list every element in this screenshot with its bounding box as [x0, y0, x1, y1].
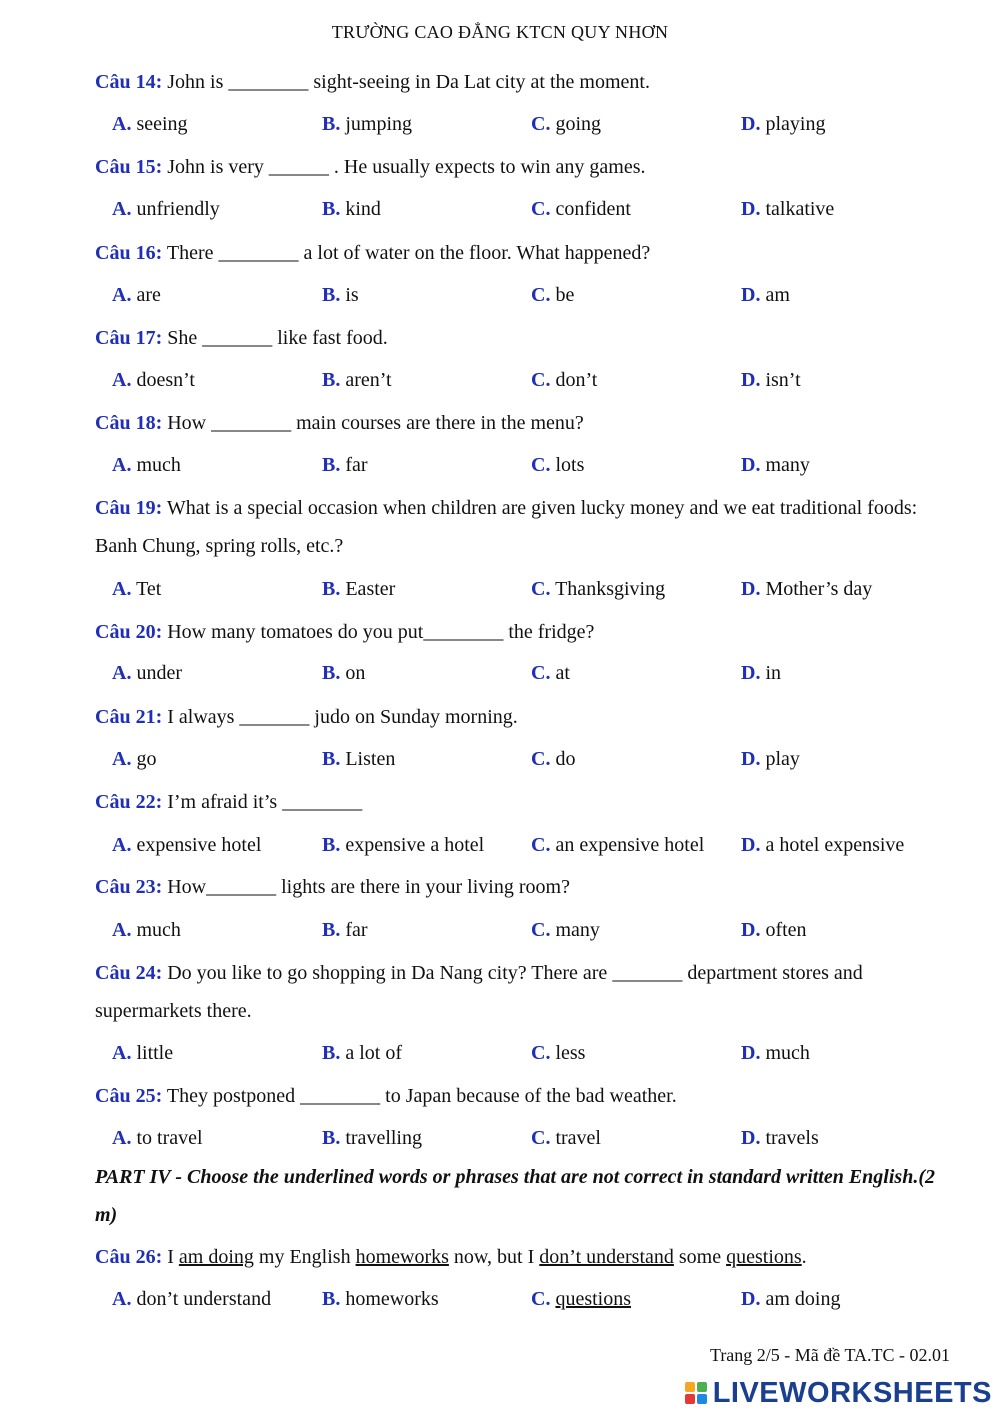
option-letter: D. [741, 198, 761, 220]
option-letter: C. [531, 748, 551, 770]
option-text: under [136, 662, 182, 684]
answer-option-c[interactable] [531, 113, 601, 136]
question-number: Câu 20: [95, 621, 163, 643]
option-letter: A. [112, 578, 132, 600]
question-number: Câu 15: [95, 156, 163, 178]
answer-option-a[interactable] [112, 454, 181, 477]
option-letter: C. [531, 834, 551, 856]
option-text: much [136, 919, 181, 941]
answer-options [112, 748, 972, 776]
option-letter: A. [112, 113, 132, 135]
question [95, 613, 945, 651]
question-text: Do you like to go shopping in Da Nang city? There are _______ department stores and supermarkets there. [95, 962, 863, 1022]
option-text: Listen [345, 748, 396, 770]
answer-option-d[interactable] [741, 1288, 840, 1311]
option-text: to travel [136, 1127, 203, 1149]
option-letter: A. [112, 1288, 132, 1310]
option-letter: B. [322, 198, 341, 220]
option-letter: D. [741, 919, 761, 941]
question-number: Câu 25: [95, 1085, 163, 1107]
answer-option-a[interactable] [112, 834, 261, 857]
question [95, 489, 945, 565]
question [95, 954, 945, 1030]
option-text: many [555, 919, 600, 941]
option-letter: B. [322, 919, 341, 941]
option-letter: C. [531, 369, 551, 391]
option-letter: A. [112, 369, 132, 391]
answer-options [112, 1127, 972, 1155]
answer-option-b[interactable] [322, 662, 365, 685]
answer-option-d[interactable] [741, 662, 781, 685]
option-text: homeworks [345, 1288, 439, 1310]
liveworksheets-logo[interactable] [685, 1378, 992, 1408]
answer-option-d[interactable] [741, 454, 810, 477]
option-letter: A. [112, 834, 132, 856]
option-text: Easter [345, 578, 396, 600]
question-text: . [801, 1246, 807, 1268]
answer-option-b[interactable] [322, 284, 359, 307]
option-text: on [345, 662, 366, 684]
answer-option-b[interactable] [322, 1042, 402, 1065]
answer-options [112, 834, 972, 862]
question-number: Câu 17: [95, 327, 163, 349]
option-text: am [765, 284, 790, 306]
logo-square [697, 1394, 707, 1404]
option-text: a lot of [345, 1042, 402, 1064]
option-letter: D. [741, 748, 761, 770]
question [95, 63, 945, 101]
answer-options [112, 113, 972, 141]
question-text: now, but I [448, 1246, 540, 1268]
answer-option-a[interactable] [112, 113, 188, 136]
answer-option-d[interactable] [741, 578, 872, 601]
answer-option-a[interactable] [112, 1288, 271, 1311]
option-letter: C. [531, 198, 551, 220]
logo-square [685, 1394, 695, 1404]
question-text: What is a special occasion when children are given lucky money and we eat traditional foods: Banh Chung, spring rolls, etc.? [95, 497, 918, 557]
answer-option-a[interactable] [112, 1127, 203, 1150]
option-text: play [765, 748, 800, 770]
option-text: confident [555, 198, 631, 220]
logo-square [697, 1382, 707, 1392]
question-text: How ________ main courses are there in the menu? [167, 412, 584, 434]
option-letter: D. [741, 369, 761, 391]
answer-options [112, 919, 972, 947]
answer-option-c[interactable] [531, 662, 570, 685]
underlined-phrase: am doing [178, 1246, 254, 1268]
option-text: far [345, 919, 368, 941]
option-letter: D. [741, 454, 761, 476]
answer-option-d[interactable] [741, 748, 800, 771]
answer-option-b[interactable] [322, 198, 381, 221]
option-letter: C. [531, 1127, 551, 1149]
option-text: Tet [136, 578, 162, 600]
answer-option-b[interactable] [322, 1127, 422, 1150]
question-text: I’m afraid it’s ________ [167, 791, 363, 813]
answer-option-b[interactable] [322, 369, 392, 392]
question-text: How_______ lights are there in your living room? [167, 876, 570, 898]
answer-option-c[interactable] [531, 454, 584, 477]
option-letter: C. [531, 1288, 551, 1310]
page-header: TRƯỜNG CAO ĐẲNG KTCN QUY NHƠN [331, 22, 669, 42]
page-footer: Trang 2/5 - Mã đề TA.TC - 02.01 [709, 1345, 950, 1365]
option-letter: B. [322, 1288, 341, 1310]
option-text: travelling [345, 1127, 422, 1149]
answer-option-b[interactable] [322, 1288, 439, 1311]
option-letter: B. [322, 1042, 341, 1064]
option-text: don’t understand [136, 1288, 272, 1310]
question-number: Câu 23: [95, 876, 163, 898]
option-letter: B. [322, 454, 341, 476]
question-number: Câu 19: [95, 497, 163, 519]
option-letter: D. [741, 1127, 761, 1149]
option-letter: C. [531, 454, 551, 476]
question [95, 148, 945, 186]
option-text: often [765, 919, 807, 941]
answer-option-a[interactable] [112, 578, 161, 601]
question [95, 1238, 945, 1276]
option-letter: B. [322, 834, 341, 856]
option-letter: D. [741, 834, 761, 856]
question-number: Câu 16: [95, 242, 163, 264]
part-iv-heading: PART IV - Choose the underlined words or phrases that are not correct in standard written English.(2 m) [95, 1166, 935, 1226]
question-text: There ________ a lot of water on the floor. What happened? [166, 242, 651, 264]
answer-option-c[interactable] [531, 578, 665, 601]
option-text: questions [555, 1288, 632, 1310]
question-text: They postponed ________ to Japan because of the bad weather. [166, 1085, 677, 1107]
option-letter: B. [322, 284, 341, 306]
option-text: going [555, 113, 602, 135]
question-text: I [167, 1246, 179, 1268]
option-text: a hotel expensive [765, 834, 905, 856]
option-text: unfriendly [136, 198, 220, 220]
option-letter: D. [741, 1042, 761, 1064]
option-text: are [136, 284, 161, 306]
answer-option-b[interactable] [322, 834, 484, 857]
answer-option-d[interactable] [741, 198, 834, 221]
answer-option-c[interactable] [531, 369, 597, 392]
option-letter: B. [322, 1127, 341, 1149]
option-text: lots [555, 454, 585, 476]
option-text: an expensive hotel [555, 834, 705, 856]
option-text: talkative [765, 198, 835, 220]
option-text: at [555, 662, 570, 684]
option-letter: D. [741, 284, 761, 306]
question-text: How many tomatoes do you put________ the fridge? [167, 621, 595, 643]
option-text: Mother’s day [765, 578, 873, 600]
answer-option-d[interactable] [741, 919, 807, 942]
answer-option-d[interactable] [741, 369, 801, 392]
option-text: don’t [555, 369, 598, 391]
answer-options [112, 1288, 972, 1316]
answer-option-b[interactable] [322, 578, 395, 601]
answer-option-c[interactable] [531, 748, 575, 771]
underlined-phrase: questions [726, 1246, 802, 1268]
option-letter: D. [741, 578, 761, 600]
question-number: Câu 21: [95, 706, 163, 728]
answer-option-c[interactable] [531, 834, 704, 857]
option-letter: C. [531, 578, 551, 600]
question [95, 783, 945, 821]
option-text: expensive hotel [136, 834, 262, 856]
question-text: I always _______ judo on Sunday morning. [167, 706, 518, 728]
answer-option-a[interactable] [112, 919, 181, 942]
question [95, 404, 945, 442]
answer-option-d[interactable] [741, 284, 790, 307]
question-number: Câu 26: [95, 1246, 163, 1268]
option-letter: A. [112, 284, 132, 306]
answer-option-c[interactable] [531, 919, 600, 942]
option-text: travels [765, 1127, 819, 1149]
question-number: Câu 18: [95, 412, 163, 434]
underlined-phrase: homeworks [355, 1246, 449, 1268]
question-text: my English [253, 1246, 356, 1268]
option-text: in [765, 662, 782, 684]
option-letter: D. [741, 113, 761, 135]
option-letter: A. [112, 919, 132, 941]
answer-options [112, 662, 972, 690]
option-text: go [136, 748, 157, 770]
answer-option-d[interactable] [741, 1042, 810, 1065]
answer-option-a[interactable] [112, 369, 195, 392]
option-text: many [765, 454, 810, 476]
option-text: do [555, 748, 576, 770]
answer-option-a[interactable] [112, 662, 182, 685]
option-letter: D. [741, 662, 761, 684]
answer-option-b[interactable] [322, 454, 368, 477]
option-letter: A. [112, 748, 132, 770]
answer-option-a[interactable] [112, 1042, 173, 1065]
answer-options [112, 369, 972, 397]
answer-options [112, 198, 972, 226]
option-text: playing [765, 113, 826, 135]
answer-option-d[interactable] [741, 1127, 819, 1150]
option-text: jumping [345, 113, 413, 135]
option-letter: C. [531, 113, 551, 135]
option-text: less [555, 1042, 586, 1064]
option-text: kind [345, 198, 381, 220]
question [95, 698, 945, 736]
option-text: doesn’t [136, 369, 195, 391]
option-text: far [345, 454, 368, 476]
question-text: some [673, 1246, 727, 1268]
option-text: be [555, 284, 575, 306]
option-text: little [136, 1042, 174, 1064]
answer-option-c[interactable] [531, 1127, 601, 1150]
option-text: is [345, 284, 359, 306]
option-letter: C. [531, 1042, 551, 1064]
answer-option-a[interactable] [112, 198, 220, 221]
option-letter: D. [741, 1288, 761, 1310]
answer-options [112, 454, 972, 482]
option-text: seeing [136, 113, 188, 135]
question-text: She _______ like fast food. [167, 327, 388, 349]
question [95, 868, 945, 906]
question-text: John is very ______ . He usually expects to win any games. [167, 156, 646, 178]
option-text: expensive a hotel [345, 834, 485, 856]
option-text: much [765, 1042, 810, 1064]
question-number: Câu 22: [95, 791, 163, 813]
option-letter: B. [322, 369, 341, 391]
option-letter: C. [531, 919, 551, 941]
option-letter: A. [112, 662, 132, 684]
underlined-phrase: don’t understand [539, 1246, 674, 1268]
question-number: Câu 14: [95, 71, 163, 93]
option-letter: B. [322, 113, 341, 135]
logo-text: LIVEWORKSHEETS [712, 1376, 992, 1409]
option-text: aren’t [345, 369, 392, 391]
logo-square [685, 1382, 695, 1392]
logo-icon [685, 1382, 707, 1404]
question [95, 319, 945, 357]
option-text: isn’t [765, 369, 801, 391]
option-letter: C. [531, 284, 551, 306]
question [95, 234, 945, 272]
answer-options [112, 1042, 972, 1070]
question-text: John is ________ sight-seeing in Da Lat city at the moment. [167, 71, 650, 93]
answer-option-d[interactable] [741, 834, 904, 857]
option-letter: B. [322, 662, 341, 684]
answer-options [112, 578, 972, 606]
option-text: Thanksgiving [555, 578, 666, 600]
answer-option-c[interactable] [531, 198, 631, 221]
answer-option-a[interactable] [112, 748, 156, 771]
answer-option-c[interactable] [531, 1288, 631, 1311]
question [95, 1077, 945, 1115]
answer-option-b[interactable] [322, 113, 412, 136]
answer-option-c[interactable] [531, 1042, 585, 1065]
option-text: am doing [765, 1288, 841, 1310]
option-letter: A. [112, 1042, 132, 1064]
answer-option-a[interactable] [112, 284, 161, 307]
answer-option-b[interactable] [322, 748, 395, 771]
option-text: travel [555, 1127, 601, 1149]
option-letter: C. [531, 662, 551, 684]
option-letter: B. [322, 748, 341, 770]
option-letter: B. [322, 578, 341, 600]
answer-options [112, 284, 972, 312]
answer-option-c[interactable] [531, 284, 574, 307]
option-letter: A. [112, 454, 132, 476]
option-letter: A. [112, 1127, 132, 1149]
option-text: much [136, 454, 181, 476]
answer-option-d[interactable] [741, 113, 825, 136]
question-number: Câu 24: [95, 962, 163, 984]
answer-option-b[interactable] [322, 919, 368, 942]
option-letter: A. [112, 198, 132, 220]
